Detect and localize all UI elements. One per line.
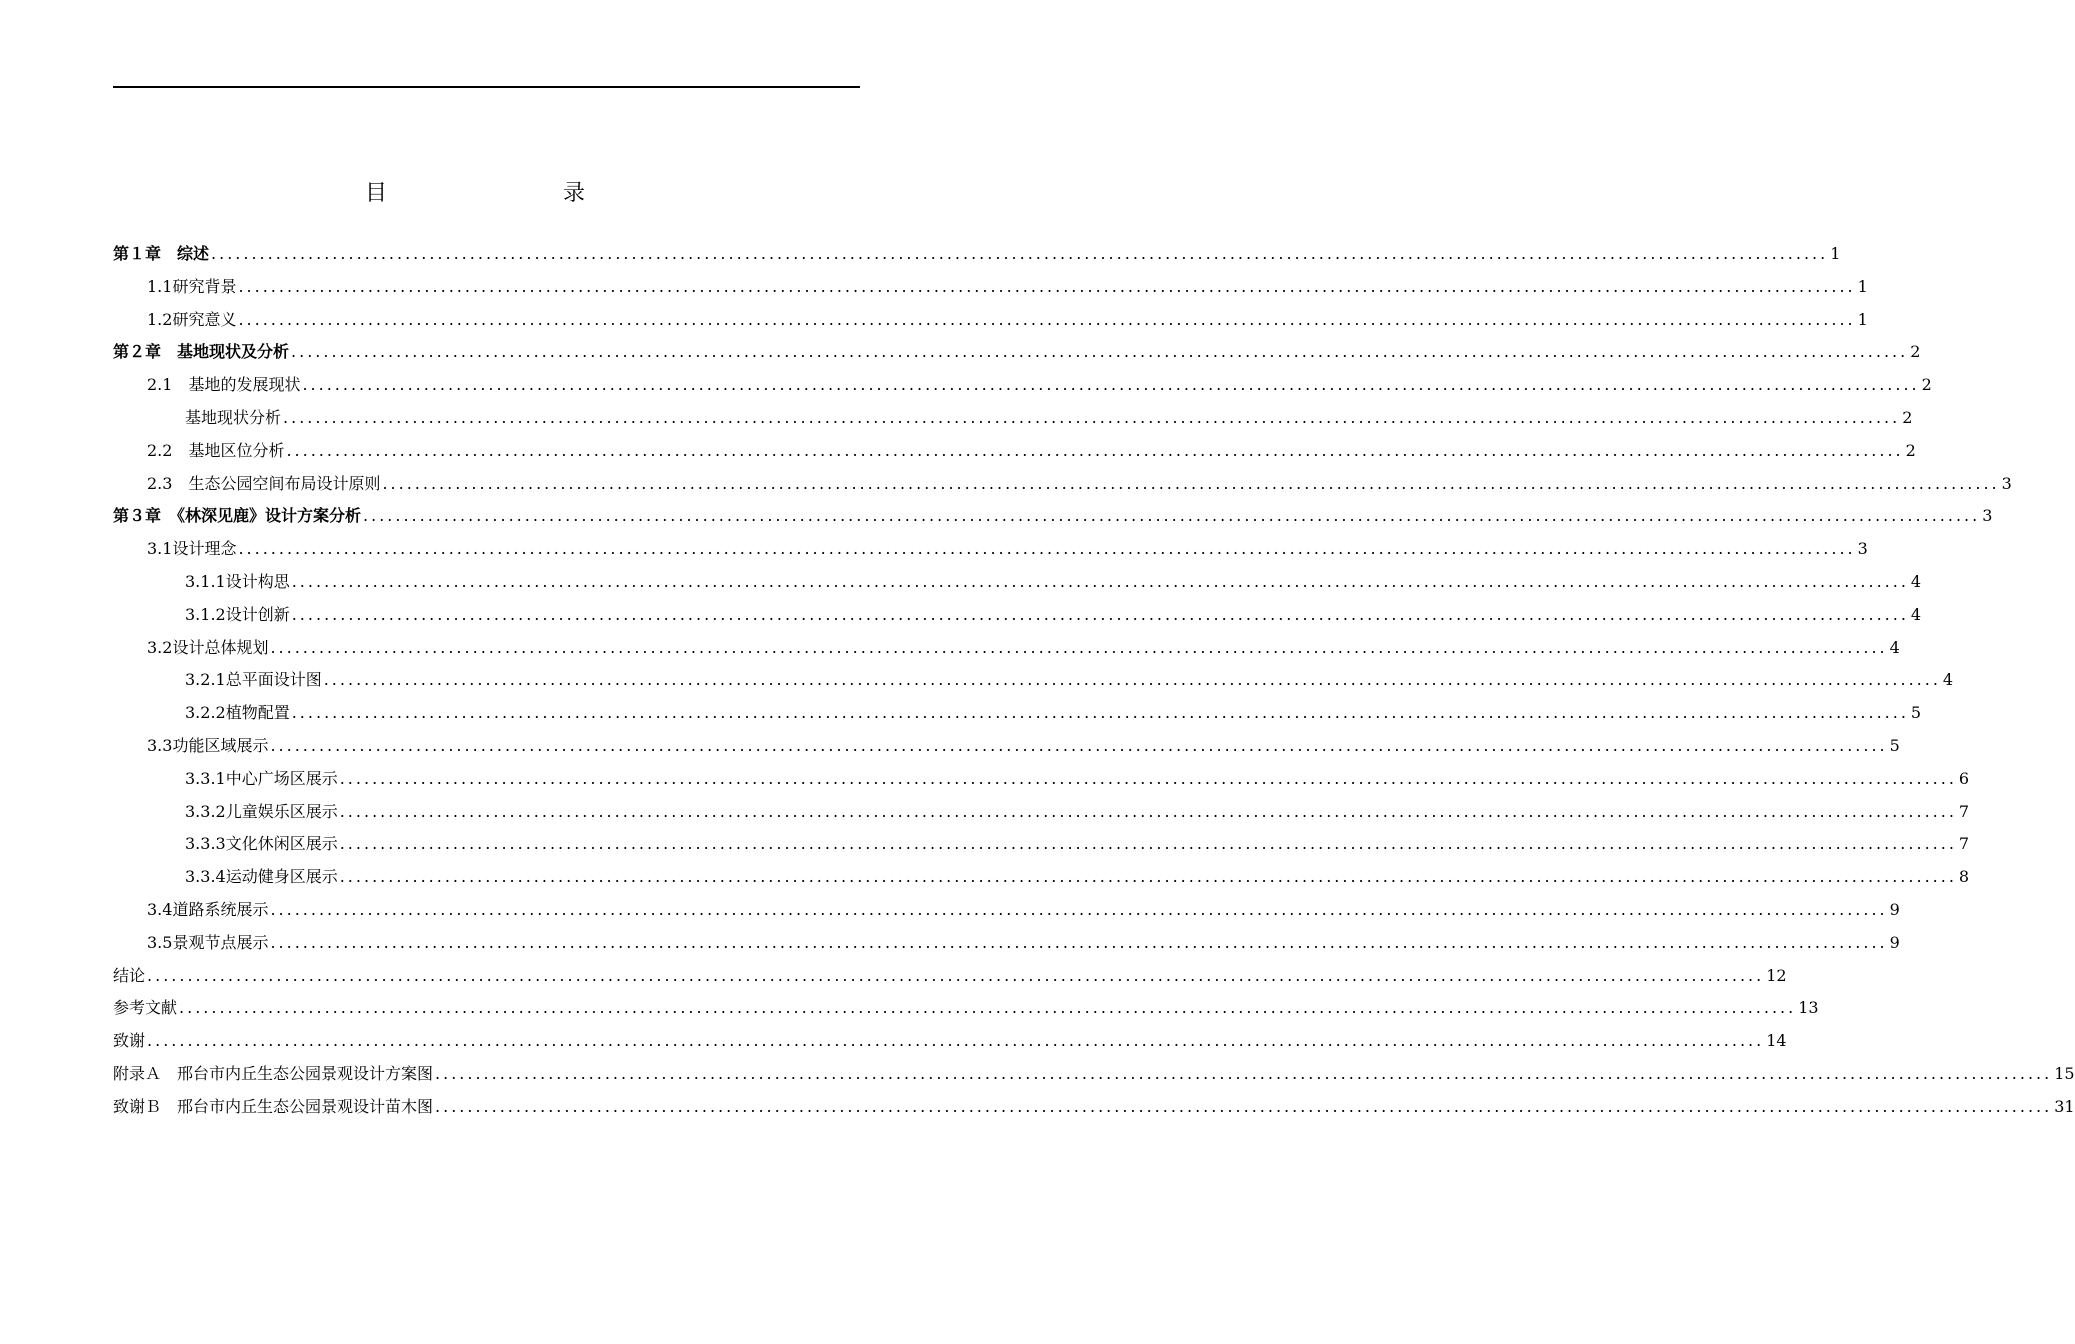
toc-entry[interactable] — [113, 599, 1922, 632]
toc-entry[interactable] — [113, 435, 1916, 468]
toc-entry-page: 3 — [2001, 473, 2012, 493]
dot-leader: ........................................................................................................................................................................................................ — [270, 637, 1888, 657]
toc-entry-label: 附录Ａ 邢台市内丘生态公园景观设计方案图 — [113, 1063, 434, 1083]
dot-leader: ........................................................................................................................................................................................................ — [238, 276, 1856, 296]
toc-entry-page: 1 — [1857, 309, 1868, 329]
toc-entry-label: 3.2.2植物配置 — [185, 703, 290, 723]
dot-leader: ........................................................................................................................................................................................................ — [302, 375, 1920, 395]
toc-entry-label: 参考文献 — [113, 998, 178, 1018]
toc-entry[interactable] — [113, 500, 1993, 533]
dot-leader: ........................................................................................................................................................................................................ — [291, 604, 1909, 624]
toc-entry-label: 3.1.2设计创新 — [185, 604, 290, 624]
toc-entry-page: 4 — [1942, 670, 1954, 690]
toc-entry[interactable] — [113, 664, 1954, 697]
toc-entry-page: 4 — [1889, 637, 1900, 657]
toc-entry[interactable] — [113, 238, 1841, 271]
toc-entry[interactable] — [113, 763, 1970, 796]
toc-entry[interactable] — [113, 927, 1900, 960]
toc-entry-page: 2 — [1910, 342, 1921, 362]
toc-entry-label: 3.2.1总平面设计图 — [185, 670, 322, 690]
toc-entry-page: 13 — [1798, 998, 1819, 1018]
toc-entry[interactable] — [113, 1058, 2075, 1091]
toc-entry[interactable] — [113, 566, 1922, 599]
toc-entry-label: 2.1 基地的发展现状 — [147, 375, 301, 395]
toc-entry-page: 4 — [1910, 604, 1922, 624]
dot-leader: ........................................................................................................................................................................................................ — [211, 244, 1829, 263]
toc-entry-page: 7 — [1958, 801, 1970, 821]
dot-leader: ........................................................................................................................................................................................................ — [286, 440, 1904, 460]
toc-entry-page: 7 — [1958, 834, 1970, 854]
dot-leader: ........................................................................................................................................................................................................ — [291, 703, 1909, 723]
toc-entry-label: 3.3.4运动健身区展示 — [185, 867, 338, 887]
toc-entry[interactable] — [113, 1025, 1787, 1058]
dot-leader: ........................................................................................................................................................................................................ — [291, 571, 1909, 591]
toc-entry-label: 致谢 — [113, 1031, 146, 1051]
toc-entry[interactable] — [113, 304, 1868, 337]
toc-entry-page: 14 — [1766, 1031, 1787, 1051]
toc-entry[interactable] — [113, 894, 1900, 927]
dot-leader: ........................................................................................................................................................................................................ — [147, 1031, 1765, 1051]
toc-entry[interactable] — [113, 828, 1970, 861]
dot-leader: ........................................................................................................................................................................................................ — [382, 473, 2000, 493]
toc-entry-page: 6 — [1958, 768, 1970, 788]
dot-leader: ........................................................................................................................................................................................................ — [291, 342, 1909, 362]
dot-leader: ........................................................................................................................................................................................................ — [339, 801, 1957, 821]
dot-leader: ........................................................................................................................................................................................................ — [238, 309, 1856, 329]
toc-entry-label: 3.3.3文化休闲区展示 — [185, 834, 338, 854]
dot-leader: ........................................................................................................................................................................................................ — [323, 670, 1941, 690]
toc-entry[interactable] — [113, 960, 1787, 993]
toc-entry-page: 9 — [1889, 932, 1900, 952]
toc-entry-label: 结论 — [113, 965, 146, 985]
toc-entry-label: 3.5景观节点展示 — [147, 932, 269, 952]
toc-entry-label: 致谢Ｂ 邢台市内丘生态公园景观设计苗木图 — [113, 1096, 434, 1116]
toc-entry-page: 1 — [1830, 244, 1841, 263]
toc-entry-page: 31 — [2054, 1096, 2075, 1116]
toc-entry-label: 3.1.1设计构思 — [185, 571, 290, 591]
toc-entry-label: 第３章 《林深见鹿》设计方案分析 — [113, 506, 362, 526]
toc-entry-label: 1.1研究背景 — [147, 276, 237, 296]
dot-leader: ........................................................................................................................................................................................................ — [339, 867, 1957, 887]
toc-entry-page: 12 — [1766, 965, 1787, 985]
toc-entry-label: 3.2设计总体规划 — [147, 637, 269, 657]
toc-entry-label: 2.3 生态公园空间布局设计原则 — [147, 473, 381, 493]
toc-entry[interactable] — [113, 730, 1900, 763]
dot-leader: ........................................................................................................................................................................................................ — [270, 932, 1888, 952]
toc-entry-label: 第２章 基地现状及分析 — [113, 342, 290, 362]
toc-entry-label: 基地现状分析 — [185, 407, 282, 427]
toc-entry-label: 第１章 综述 — [113, 244, 210, 263]
toc-entry[interactable] — [113, 402, 1913, 435]
toc-entry-page: 5 — [1910, 703, 1922, 723]
toc-entry-label: 3.1设计理念 — [147, 539, 237, 559]
dot-leader: ........................................................................................................................................................................................................ — [283, 407, 1901, 427]
toc-entry-page: 4 — [1910, 571, 1922, 591]
dot-leader: ........................................................................................................................................................................................................ — [270, 735, 1888, 755]
toc-entry-label: 3.3.2儿童娱乐区展示 — [185, 801, 338, 821]
toc-entry[interactable] — [113, 796, 1970, 829]
header-rule — [113, 86, 860, 88]
toc-entry[interactable] — [113, 697, 1922, 730]
toc-entry[interactable] — [113, 632, 1900, 665]
toc-entry-page: 3 — [1982, 506, 1993, 526]
toc-entry[interactable] — [113, 992, 1819, 1025]
toc-entry-page: 3 — [1857, 539, 1868, 559]
toc-entry[interactable] — [113, 369, 1932, 402]
toc-entry-label: 2.2 基地区位分析 — [147, 440, 285, 460]
toc-entry[interactable] — [113, 336, 1921, 369]
toc-entry-page: 15 — [2054, 1063, 2075, 1083]
dot-leader: ........................................................................................................................................................................................................ — [363, 506, 1981, 526]
dot-leader: ........................................................................................................................................................................................................ — [147, 965, 1765, 985]
toc-entry[interactable] — [113, 468, 2012, 501]
toc-entry-label: 1.2研究意义 — [147, 309, 237, 329]
dot-leader: ........................................................................................................................................................................................................ — [179, 998, 1797, 1018]
table-of-contents — [113, 238, 2075, 1124]
toc-entry-page: 2 — [1902, 407, 1913, 427]
dot-leader: ........................................................................................................................................................................................................ — [339, 768, 1957, 788]
toc-entry-label: 3.4道路系统展示 — [147, 899, 269, 919]
toc-entry-page: 9 — [1889, 899, 1900, 919]
toc-entry-page: 8 — [1958, 867, 1970, 887]
toc-entry-label: 3.3功能区域展示 — [147, 735, 269, 755]
toc-entry-page: 2 — [1921, 375, 1932, 395]
toc-entry[interactable] — [113, 533, 1868, 566]
dot-leader: ........................................................................................................................................................................................................ — [435, 1096, 2053, 1116]
dot-leader: ........................................................................................................................................................................................................ — [238, 539, 1856, 559]
toc-entry-page: 1 — [1857, 276, 1868, 296]
toc-entry-page: 5 — [1889, 735, 1900, 755]
toc-entry-label: 3.3.1中心广场区展示 — [185, 768, 338, 788]
toc-entry[interactable] — [113, 1091, 2075, 1124]
toc-entry[interactable] — [113, 271, 1868, 304]
toc-title: 目 录 — [364, 181, 629, 206]
dot-leader: ........................................................................................................................................................................................................ — [270, 899, 1888, 919]
toc-entry-page: 2 — [1905, 440, 1916, 460]
dot-leader: ........................................................................................................................................................................................................ — [339, 834, 1957, 854]
dot-leader: ........................................................................................................................................................................................................ — [435, 1063, 2053, 1083]
toc-entry[interactable] — [113, 861, 1970, 894]
